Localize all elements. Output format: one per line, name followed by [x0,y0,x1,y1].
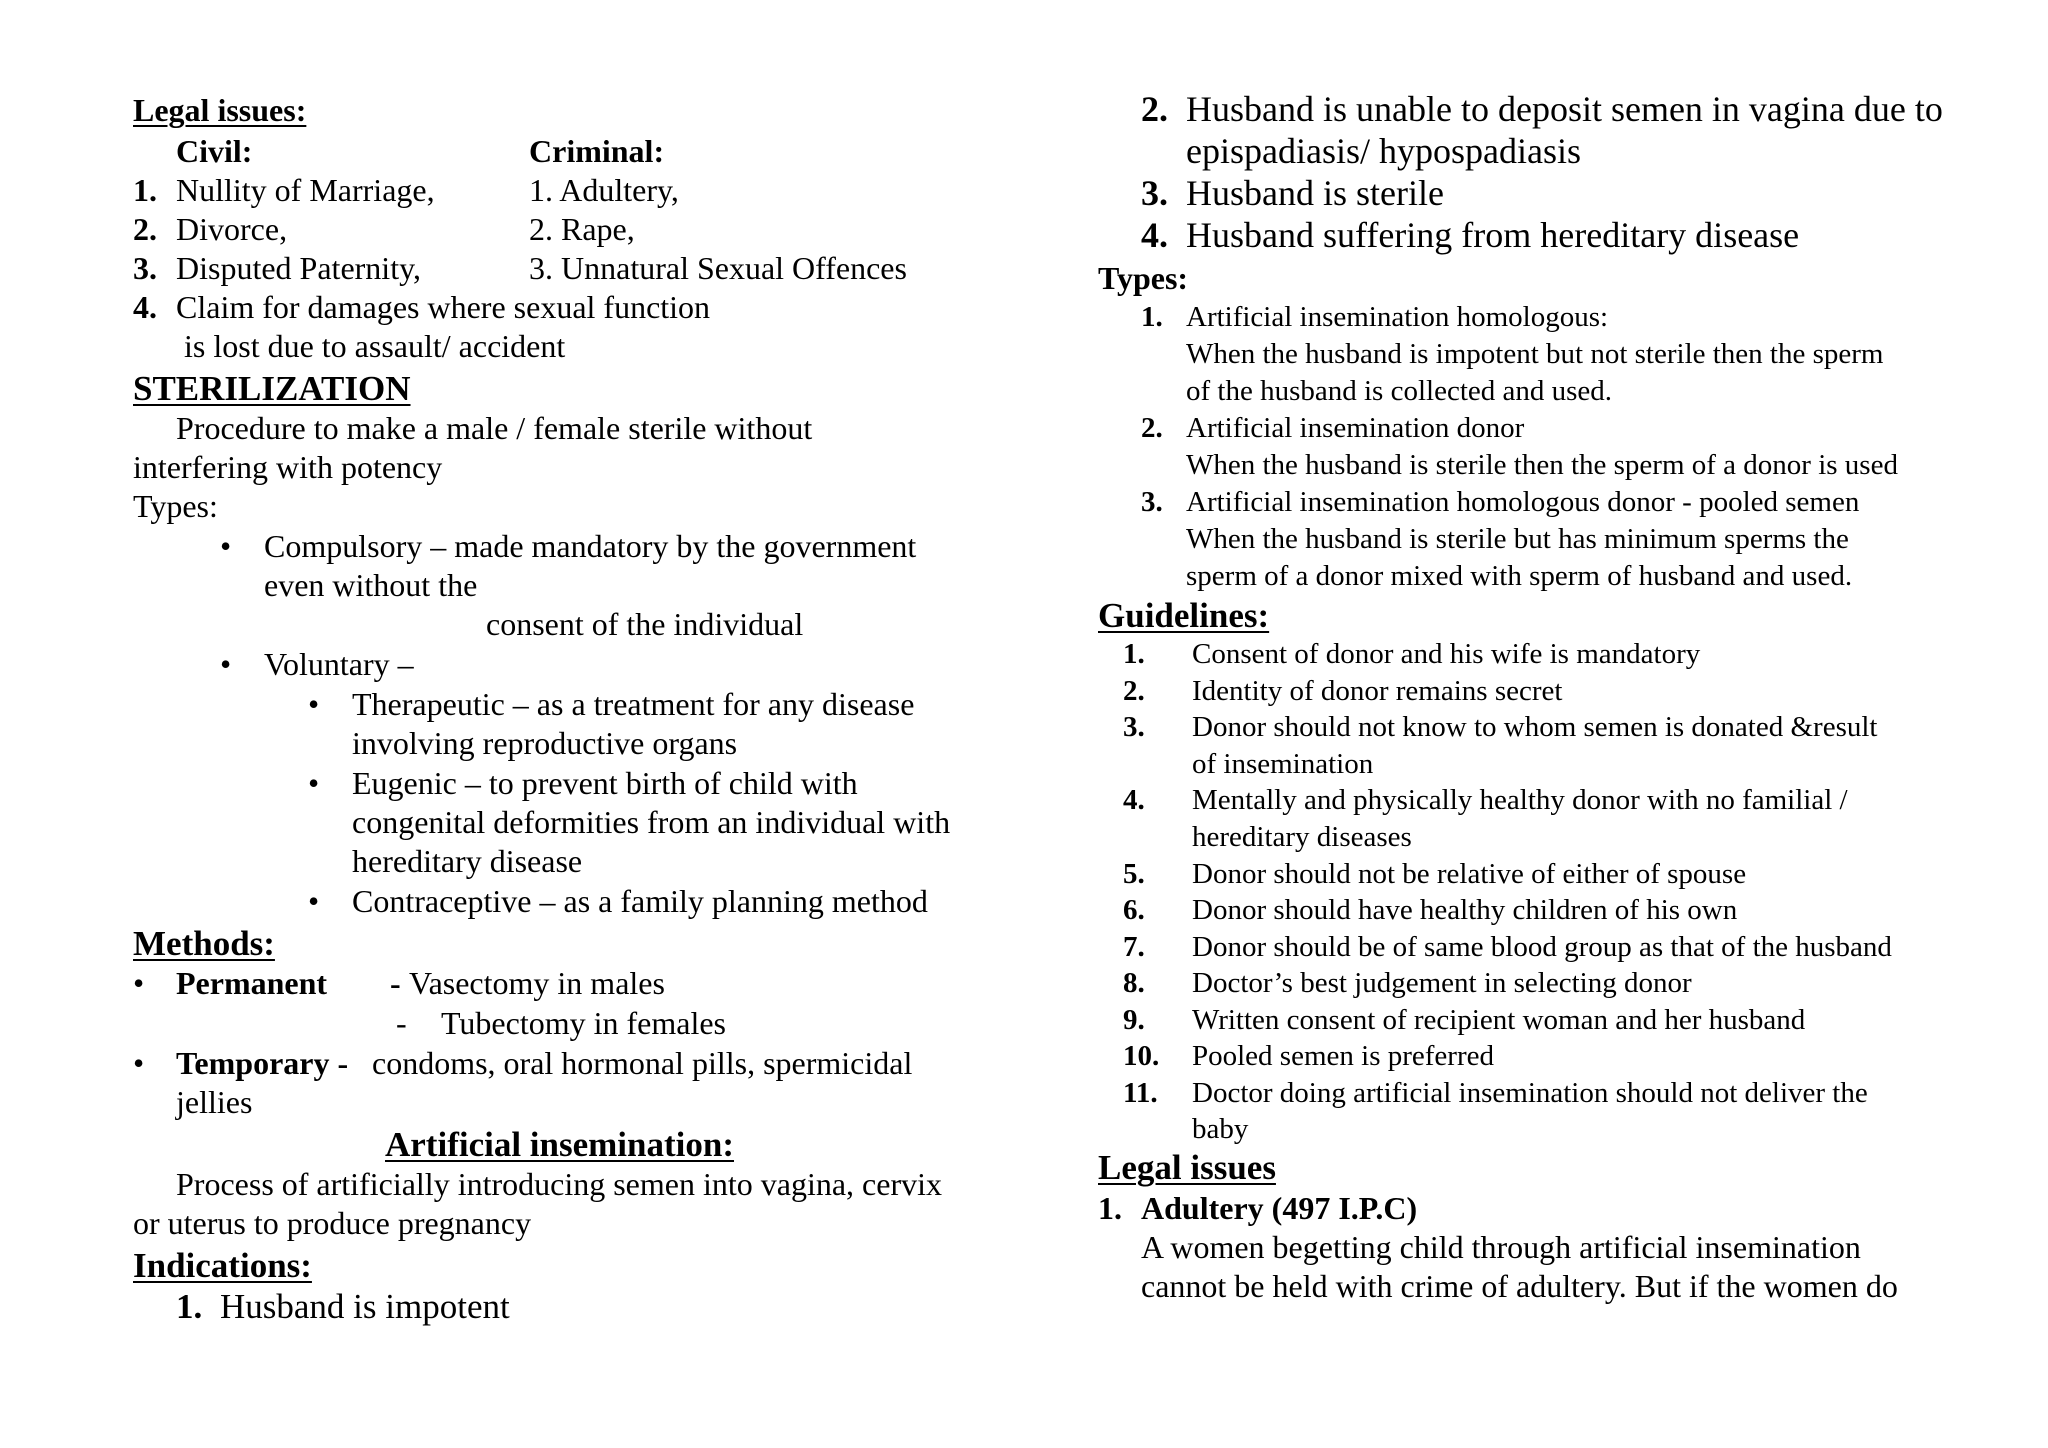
type-item: Artificial insemination donor [1186,412,1525,444]
list-number: 1. [176,1287,203,1326]
type-item: Artificial insemination homologous: [1186,301,1609,333]
type-item-cont: sperm of a donor mixed with sperm of husband and used. [1186,560,1853,592]
list-number: 2. [1123,675,1145,707]
list-number: 1. [1123,638,1145,670]
artificial-insemination-heading: Artificial insemination: [385,1125,734,1164]
civil-item: Claim for damages where sexual function [176,289,711,325]
list-number: 1. [133,172,157,208]
list-number: 2. [1141,412,1163,444]
permanent-dash: - [390,965,401,1001]
bullet-icon: • [133,965,145,1001]
compulsory-text-cont: even without the [264,567,478,603]
types-heading: Types: [1098,260,1189,296]
civil-item-continuation: is lost due to assault/ accident [184,328,566,364]
guideline-item: Donor should not know to whom semen is donated &result [1192,711,1878,743]
legal-issues-heading: Legal issues: [133,92,307,128]
tubectomy-text: Tubectomy in females [441,1005,726,1041]
guideline-item: Doctor doing artificial insemination should not deliver the [1192,1077,1868,1109]
list-number: 4. [133,289,157,325]
ai-definition-cont: or uterus to produce pregnancy [133,1205,532,1241]
indication-item: Husband is sterile [1186,173,1444,213]
sterilization-definition-cont: interfering with potency [133,449,443,485]
guideline-item-cont: hereditary diseases [1192,821,1412,853]
list-number: 2. [133,211,157,247]
guideline-item: Consent of donor and his wife is mandatory [1192,638,1701,670]
vasectomy-text: Vasectomy in males [409,965,665,1001]
sterilization-heading: STERILIZATION [133,369,411,408]
guidelines-heading: Guidelines: [1098,596,1270,635]
adultery-text: A women begetting child through artificial insemination [1141,1229,1861,1265]
type-item-cont: When the husband is impotent but not sterile then the sperm [1186,338,1884,370]
indication-item: Husband is unable to deposit semen in vagina due to [1186,89,1943,129]
guideline-item: Donor should have healthy children of his own [1192,894,1738,926]
bullet-icon: • [308,883,320,919]
types-label: Types: [133,488,218,524]
dash-marker: - [396,1005,407,1041]
permanent-label: Permanent [176,965,328,1001]
criminal-heading: Criminal: [529,133,665,169]
temporary-text-cont: jellies [176,1084,253,1120]
criminal-item: 2. Rape, [529,211,635,247]
list-number: 7. [1123,931,1145,963]
ai-definition: Process of artificially introducing semen into vagina, cervix [176,1166,942,1202]
list-number: 5. [1123,858,1145,890]
criminal-item: 3. Unnatural Sexual Offences [529,250,907,286]
type-item-cont: When the husband is sterile then the sperm of a donor is used [1186,449,1898,481]
bullet-icon: • [220,646,232,682]
adultery-text-cont: cannot be held with crime of adultery. But if the women do [1141,1268,1898,1304]
guideline-item: Doctor’s best judgement in selecting donor [1192,967,1692,999]
adultery-heading: Adultery (497 I.P.C) [1141,1190,1418,1226]
list-number: 3. [133,250,157,286]
civil-item: Disputed Paternity, [176,250,421,286]
bullet-icon: • [133,1045,145,1081]
list-number: 4. [1141,215,1168,255]
legal-issues-heading-2: Legal issues [1098,1148,1276,1187]
civil-heading: Civil: [176,133,253,169]
temporary-text: condoms, oral hormonal pills, spermicidal [372,1045,913,1081]
indication-item-cont: epispadiasis/ hypospadiasis [1186,131,1581,171]
list-number: 3. [1141,173,1168,213]
list-number: 8. [1123,967,1145,999]
guideline-item: Identity of donor remains secret [1192,675,1563,707]
guideline-item: Donor should not be relative of either of spouse [1192,858,1747,890]
list-number: 6. [1123,894,1145,926]
civil-item: Divorce, [176,211,288,247]
guideline-item-cont: of insemination [1192,748,1374,780]
guideline-item: Donor should be of same blood group as that of the husband [1192,931,1892,963]
list-number: 9. [1123,1004,1145,1036]
therapeutic-text-cont: involving reproductive organs [352,725,738,761]
type-item-cont: When the husband is sterile but has minimum sperms the [1186,523,1849,555]
compulsory-text-cont2: consent of the individual [486,606,804,642]
list-number: 1. [1098,1190,1122,1226]
list-number: 1. [1141,301,1163,333]
bullet-icon: • [308,686,320,722]
contraceptive-text: Contraceptive – as a family planning method [352,883,928,919]
list-number: 3. [1123,711,1145,743]
compulsory-text: Compulsory – made mandatory by the government [264,528,917,564]
list-number: 2. [1141,89,1168,129]
civil-item: Nullity of Marriage, [176,172,435,208]
criminal-item: 1. Adultery, [529,172,679,208]
sterilization-definition: Procedure to make a male / female sterile without [176,410,813,446]
type-item-cont: of the husband is collected and used. [1186,375,1613,407]
list-number: 11. [1123,1077,1158,1109]
therapeutic-text: Therapeutic – as a treatment for any disease [352,686,915,722]
eugenic-text-cont2: hereditary disease [352,843,583,879]
guideline-item: Written consent of recipient woman and her husband [1192,1004,1806,1036]
guideline-item: Pooled semen is preferred [1192,1040,1494,1072]
eugenic-text: Eugenic – to prevent birth of child with [352,765,858,801]
type-item: Artificial insemination homologous donor - pooled semen [1186,486,1860,518]
list-number: 3. [1141,486,1163,518]
eugenic-text-cont: congenital deformities from an individual with [352,804,951,840]
guideline-item-cont: baby [1192,1113,1249,1145]
bullet-icon: • [220,528,232,564]
indication-item: Husband suffering from hereditary disease [1186,215,1800,255]
indications-heading: Indications: [133,1246,312,1285]
list-number: 10. [1123,1040,1160,1072]
indication-item: Husband is impotent [220,1287,510,1326]
temporary-label: Temporary - [176,1045,349,1081]
bullet-icon: • [308,765,320,801]
list-number: 4. [1123,784,1145,816]
voluntary-text: Voluntary – [264,646,414,682]
guideline-item: Mentally and physically healthy donor with no familial / [1192,784,1848,816]
methods-heading: Methods: [133,924,275,963]
